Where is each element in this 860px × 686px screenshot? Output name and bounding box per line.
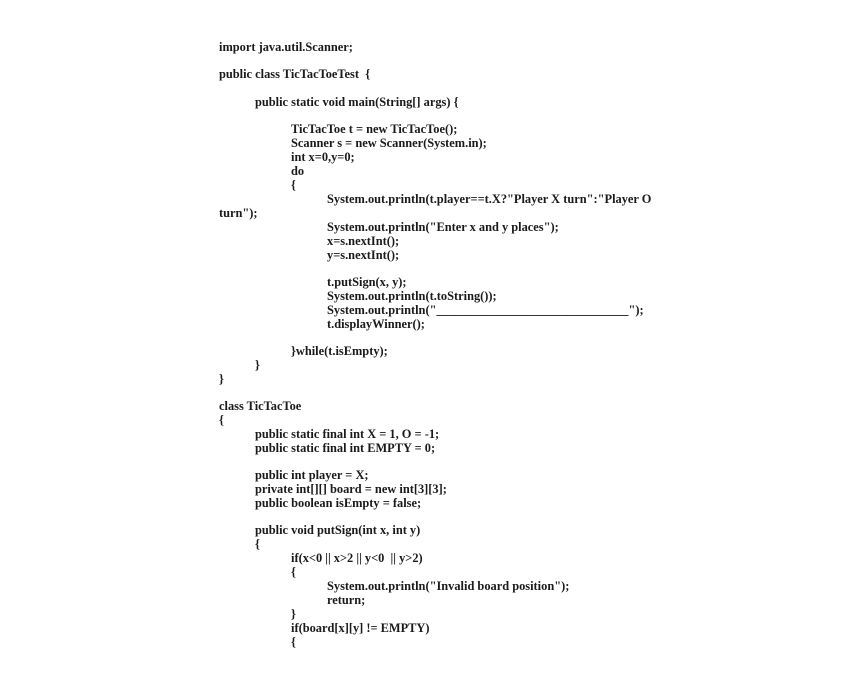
- code-line: public class TicTacToeTest {: [219, 67, 371, 81]
- code-line: turn");: [219, 206, 258, 220]
- code-line: }while(t.isEmpty);: [291, 344, 388, 358]
- code-line: }: [291, 607, 296, 621]
- code-line: x=s.nextInt();: [327, 234, 400, 248]
- code-line: public void putSign(int x, int y): [255, 523, 421, 537]
- code-line: System.out.println(t.toString());: [327, 289, 497, 303]
- code-line: y=s.nextInt();: [327, 248, 400, 262]
- code-line: public static final int EMPTY = 0;: [255, 441, 436, 455]
- code-line: public static final int X = 1, O = -1;: [255, 427, 440, 441]
- code-line: if(board[x][y] != EMPTY): [291, 621, 430, 635]
- code-line: Scanner s = new Scanner(System.in);: [291, 136, 487, 150]
- code-line: if(x<0 || x>2 || y<0 || y>2): [291, 551, 423, 565]
- code-line: class TicTacToe: [219, 399, 302, 413]
- code-line: do: [291, 164, 305, 178]
- code-line: private int[][] board = new int[3][3];: [255, 482, 447, 496]
- code-line: System.out.println("Enter x and y places");: [327, 220, 559, 234]
- code-line: }: [219, 372, 224, 386]
- code-line: {: [255, 537, 260, 551]
- code-line: t.displayWinner();: [327, 317, 425, 331]
- code-line: System.out.println(t.player==t.X?"Player X turn":"Player O: [327, 192, 652, 206]
- code-line: System.out.println("Invalid board position");: [327, 579, 570, 593]
- code-line: }: [255, 358, 260, 372]
- code-line: public static void main(String[] args) {: [255, 95, 459, 109]
- code-line: System.out.println("_______________________________");: [327, 303, 644, 317]
- code-line: {: [291, 178, 296, 192]
- code-line: return;: [327, 593, 366, 607]
- code-line: {: [219, 413, 224, 427]
- code-line: import java.util.Scanner;: [219, 40, 353, 54]
- code-line: {: [291, 565, 296, 579]
- code-line: public int player = X;: [255, 468, 369, 482]
- code-line: int x=0,y=0;: [291, 150, 355, 164]
- code-line: TicTacToe t = new TicTacToe();: [291, 122, 458, 136]
- code-line: t.putSign(x, y);: [327, 275, 407, 289]
- code-line: public boolean isEmpty = false;: [255, 496, 422, 510]
- code-line: {: [291, 635, 296, 649]
